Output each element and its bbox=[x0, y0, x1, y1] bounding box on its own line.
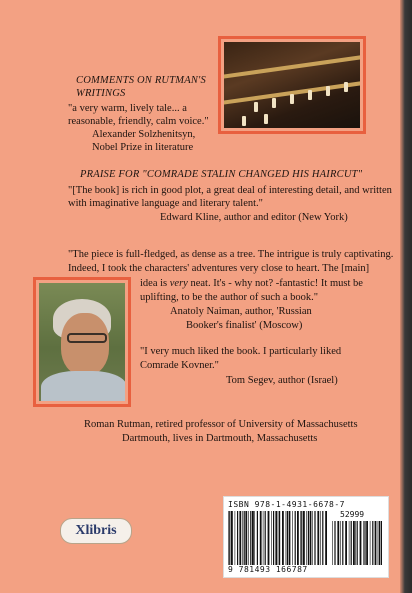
naiman-quote-line3: idea is very neat. It's - why not? -fantastic! It must be bbox=[140, 278, 363, 289]
segev-quote-line1: "I very much liked the book. I particularly liked bbox=[140, 346, 342, 357]
naiman-quote-line2: Indeed, I took the characters' adventures very close to heart. The [main] bbox=[68, 263, 370, 274]
bio-line1: Roman Rutman, retired professor of University of Massachusetts bbox=[84, 419, 358, 430]
author-photo-frame bbox=[33, 277, 131, 407]
kline-attribution: Edward Kline, author and editor (New York) bbox=[160, 212, 348, 223]
author-portrait-image bbox=[39, 283, 125, 401]
solzhenitsyn-quote-line2: reasonable, friendly, calm voice." bbox=[68, 116, 209, 127]
segev-attribution: Tom Segev, author (Israel) bbox=[226, 375, 338, 386]
naiman-attribution: Anatoly Naiman, author, 'Russian bbox=[170, 306, 312, 317]
solzhenitsyn-quote-line1: "a very warm, lively tale... a bbox=[68, 103, 187, 114]
segev-quote-line2: Comrade Kovner." bbox=[140, 360, 219, 371]
price-barcode-bars bbox=[332, 521, 382, 565]
kline-quote-line1: "[The book] is rich in good plot, a great deal of interesting detail, and written bbox=[68, 185, 392, 196]
solzhenitsyn-title: Nobel Prize in literature bbox=[92, 142, 194, 153]
piano-keys-image bbox=[224, 42, 360, 128]
praise-heading: PRAISE FOR "COMRADE STALIN CHANGED HIS HAIRCUT" bbox=[80, 169, 363, 180]
xlibris-logo: Xlibris bbox=[60, 518, 132, 544]
isbn-label: ISBN 978-1-4931-6678-7 bbox=[228, 500, 345, 509]
barcode-digits: 9 781493 166787 bbox=[228, 565, 308, 574]
isbn-barcode bbox=[223, 496, 389, 578]
piano-photo-frame bbox=[218, 36, 366, 134]
naiman-attribution-line2: Booker's finalist' (Moscow) bbox=[186, 320, 303, 331]
solzhenitsyn-name: Alexander Solzhenitsyn, bbox=[92, 129, 196, 140]
naiman-quote-line1: "The piece is full-fledged, as dense as a tree. The intrigue is truly captivating. bbox=[68, 249, 394, 260]
comments-heading-line1: COMMENTS ON RUTMAN'S bbox=[76, 75, 206, 86]
barcode-bars bbox=[228, 511, 328, 565]
comments-heading-line2: WRITINGS bbox=[76, 88, 126, 99]
bio-line2: Dartmouth, lives in Dartmouth, Massachusetts bbox=[122, 433, 318, 444]
kline-quote-line2: with imaginative language and literary talent." bbox=[68, 198, 263, 209]
naiman-quote-line4: uplifting, to be the author of such a book." bbox=[140, 292, 319, 303]
price-code: 52999 bbox=[340, 510, 365, 519]
page-edge-shadow bbox=[400, 0, 412, 593]
